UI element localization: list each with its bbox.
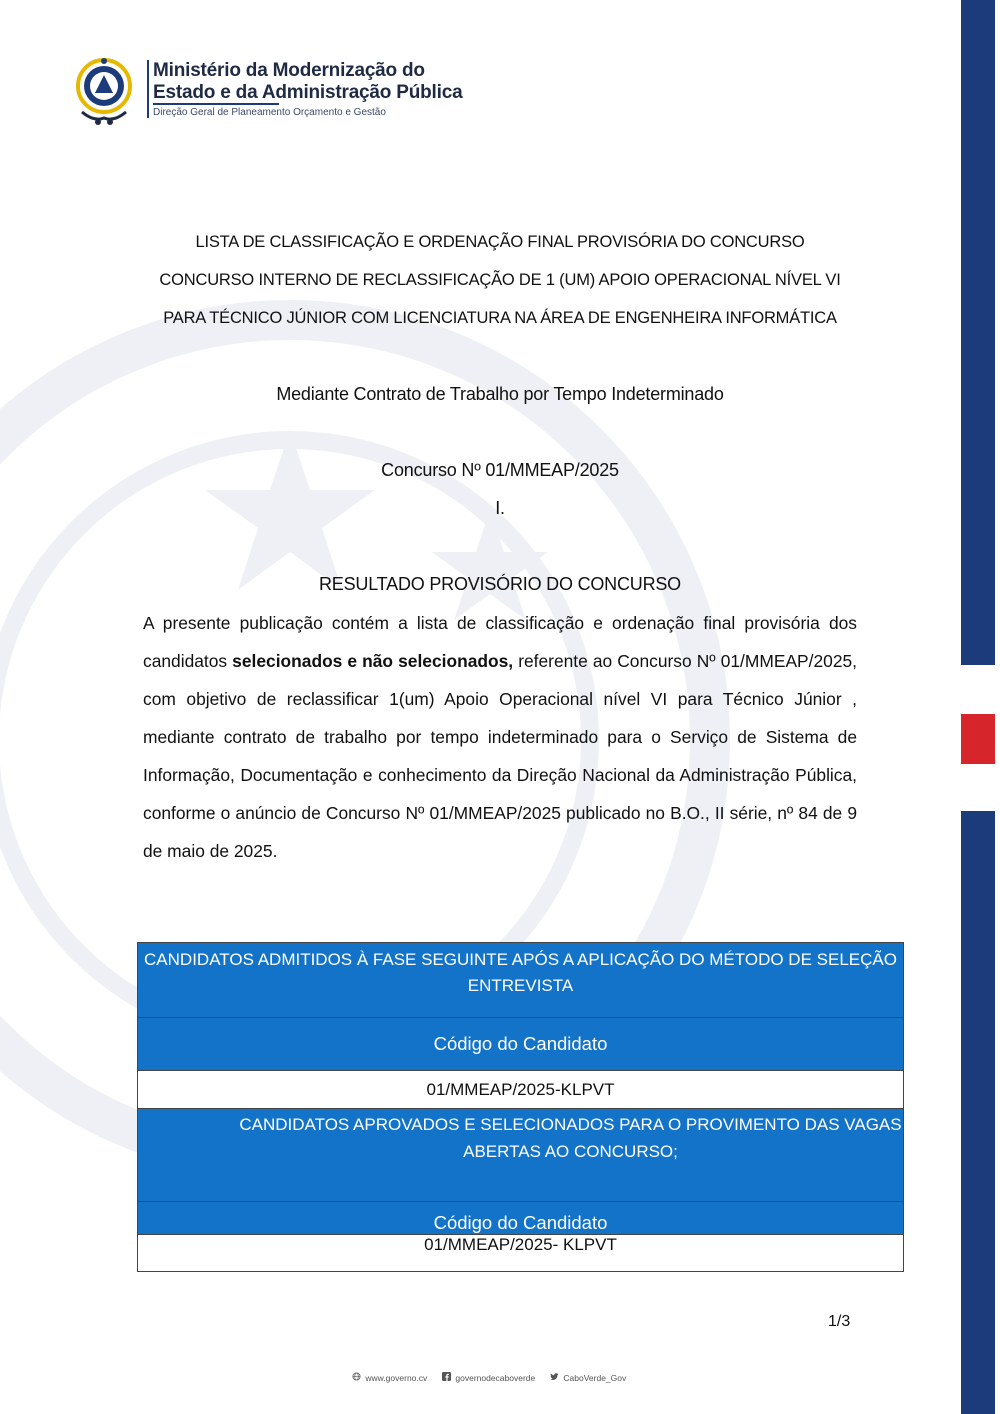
- document-subtitle: Mediante Contrato de Trabalho por Tempo Indeterminado: [276, 384, 724, 404]
- coat-of-arms-icon: [72, 56, 136, 128]
- twitter-icon: [550, 1372, 561, 1383]
- page-number: 1/3: [828, 1313, 851, 1330]
- section-numeral: I.: [495, 498, 505, 518]
- header-rule: [153, 103, 279, 105]
- body-text-part1: A presente publicação contém a lista de classificação e ordenação final provisória dos candidatos: [143, 613, 857, 671]
- approved-column-header: Código do Candidato: [138, 1202, 904, 1235]
- table-row: [138, 1235, 904, 1272]
- header-divider: [147, 60, 149, 118]
- table-row: [138, 943, 904, 1018]
- admitted-column-header: Código do Candidato: [138, 1018, 904, 1071]
- results-table: [137, 942, 904, 1272]
- side-stripe-blue-top: [961, 0, 995, 665]
- approved-section-title: CANDIDATOS APROVADOS E SELECIONADOS PARA O PROVIMENTO DAS VAGAS ABERTAS AO CONCURSO;: [239, 1115, 902, 1161]
- admitted-candidate-code: 01/MMEAP/2025-KLPVT: [138, 1071, 904, 1109]
- table-row: [138, 1109, 904, 1202]
- document-title-line2: CONCURSO INTERNO DE RECLASSIFICAÇÃO DE 1 (UM) APOIO OPERACIONAL NÍVEL VI: [159, 271, 841, 289]
- contest-number: Concurso Nº 01/MMEAP/2025: [381, 460, 619, 480]
- document-title-line1: LISTA DE CLASSIFICAÇÃO E ORDENAÇÃO FINAL PROVISÓRIA DO CONCURSO: [195, 233, 805, 251]
- admitted-section-title: CANDIDATOS ADMITIDOS À FASE SEGUINTE APÓS A APLICAÇÃO DO MÉTODO DE SELEÇÃO ENTREVISTA: [138, 943, 904, 1018]
- body-text-part2: referente ao Concurso Nº 01/MMEAP/2025, com objetivo de reclassificar 1(um) Apoio Operacional nível VI para Técnico Júnior , mediante contrato de trabalho por tempo indeterminado para o Serviço de Sistema de Informação, Documentação e conhecimento da Direção Nacional da Administração Pública, conforme o anúncio de Concurso Nº 01/MMEAP/2025 publicado no B.O., II série, nº 84 de 9 de maio de 2025.: [143, 651, 857, 861]
- side-stripe-red: [961, 714, 995, 764]
- document-header: [72, 56, 492, 136]
- body-paragraph: [143, 604, 857, 870]
- ministry-subdivision: Direção Geral de Planeamento Orçamento e Gestão: [153, 107, 386, 118]
- table-row: [138, 1071, 904, 1109]
- facebook-icon: [442, 1372, 453, 1383]
- table-row: [138, 1202, 904, 1235]
- footer-facebook-link[interactable]: governodecaboverde: [455, 1372, 536, 1383]
- globe-icon: [352, 1372, 363, 1383]
- ministry-name-line1: Ministério da Modernização do: [153, 60, 425, 81]
- page-footer: [352, 1372, 626, 1383]
- ministry-name-line2: Estado e da Administração Pública: [153, 82, 463, 103]
- footer-twitter-link[interactable]: CaboVerde_Gov: [563, 1372, 627, 1383]
- side-stripe: [961, 0, 995, 1414]
- approved-candidate-code: 01/MMEAP/2025- KLPVT: [138, 1235, 904, 1272]
- side-stripe-blue-bottom: [961, 811, 995, 1414]
- footer-website-link[interactable]: www.governo.cv: [365, 1372, 428, 1383]
- body-text-bold: selecionados e não selecionados,: [232, 651, 514, 671]
- document-title-line3: PARA TÉCNICO JÚNIOR COM LICENCIATURA NA ÁREA DE ENGENHEIRA INFORMÁTICA: [163, 309, 837, 327]
- section-heading: RESULTADO PROVISÓRIO DO CONCURSO: [319, 574, 681, 594]
- table-row: [138, 1018, 904, 1071]
- approved-section-title-cell: [138, 1109, 904, 1202]
